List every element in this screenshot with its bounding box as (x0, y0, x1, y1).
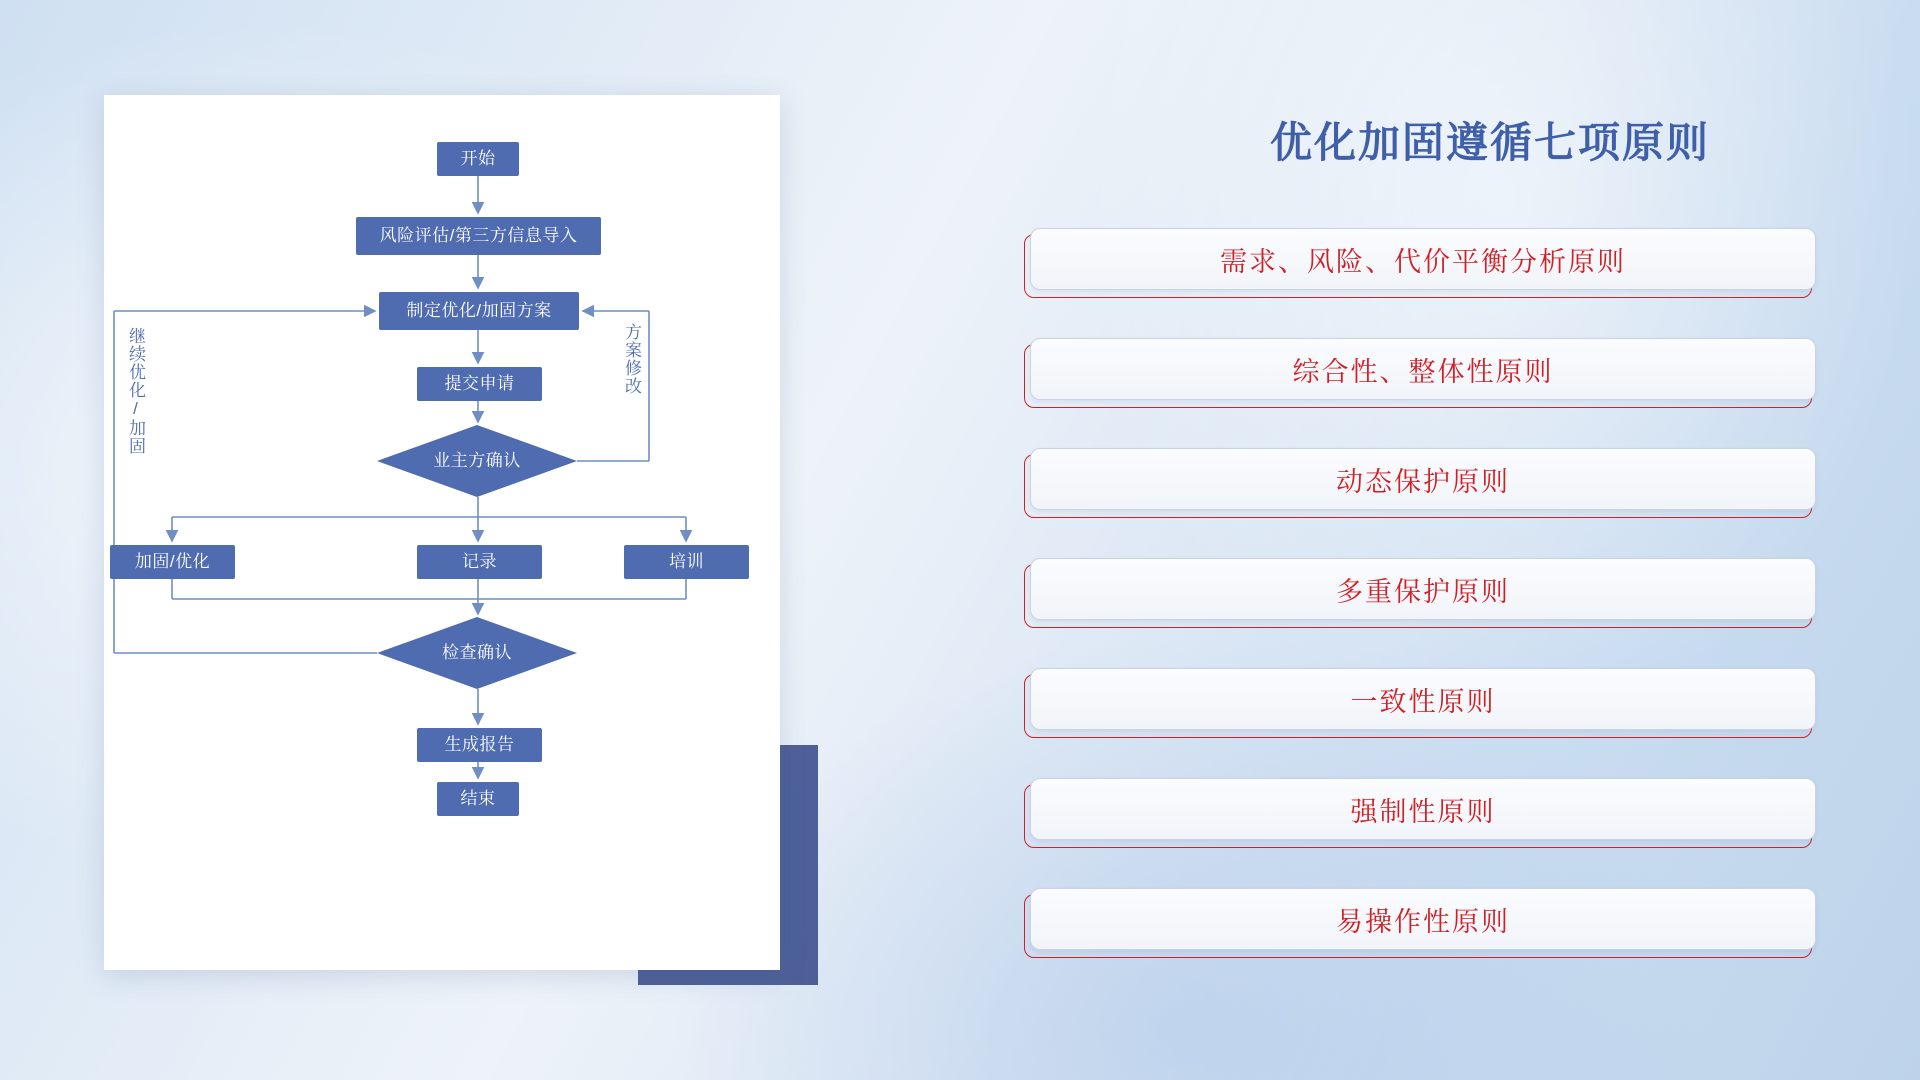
flow-node-label: 风险评估/第三方信息导入 (379, 226, 578, 246)
flow-node-label: 培训 (669, 552, 704, 572)
flow-node-label: 检查确认 (442, 643, 512, 663)
flow-node-label: 记录 (462, 552, 497, 572)
principle-label: 综合性、整体性原则 (1030, 338, 1816, 400)
principles-list (1024, 228, 1814, 998)
principle-label: 动态保护原则 (1030, 448, 1816, 510)
flow-node-start[interactable] (437, 142, 519, 176)
principle-item[interactable] (1024, 778, 1814, 842)
flow-node-plan[interactable] (379, 292, 579, 330)
principles-title: 优化加固遵循七项原则 (1269, 119, 1710, 166)
flowchart-card (104, 95, 780, 970)
principle-label: 多重保护原则 (1030, 558, 1816, 620)
principle-item[interactable] (1024, 888, 1814, 952)
flow-node-label: 业主方确认 (433, 451, 521, 471)
flow-node-risk-assessment[interactable] (356, 217, 601, 255)
principle-label: 强制性原则 (1030, 778, 1816, 840)
principle-item[interactable] (1024, 448, 1814, 512)
flow-node-reinforce-optimize[interactable] (110, 545, 235, 579)
flow-node-submit-application[interactable] (417, 367, 542, 401)
flow-side-label-continue-optimize: 继续优化/加固 (126, 327, 146, 455)
flow-node-label: 生成报告 (444, 735, 515, 755)
principle-item[interactable] (1024, 228, 1814, 292)
flow-node-check-confirm[interactable] (377, 617, 577, 689)
flow-node-label: 制定优化/加固方案 (406, 301, 552, 321)
flow-node-training[interactable] (624, 545, 749, 579)
flow-node-owner-confirm[interactable] (377, 425, 577, 497)
principle-label: 易操作性原则 (1030, 888, 1816, 950)
flow-node-label: 结束 (460, 789, 496, 809)
flow-node-record[interactable] (417, 545, 542, 579)
principle-item[interactable] (1024, 558, 1814, 622)
principle-item[interactable] (1024, 668, 1814, 732)
principle-item[interactable] (1024, 338, 1814, 402)
flow-node-label: 加固/优化 (134, 552, 211, 572)
principle-label: 需求、风险、代价平衡分析原则 (1030, 228, 1816, 290)
flow-side-label-plan-revision: 方案修改 (622, 323, 642, 395)
flow-node-generate-report[interactable] (417, 728, 542, 762)
flow-node-label: 提交申请 (444, 374, 515, 394)
principle-label: 一致性原则 (1030, 668, 1816, 730)
flow-node-label: 开始 (460, 149, 496, 169)
flow-node-end[interactable] (437, 782, 519, 816)
